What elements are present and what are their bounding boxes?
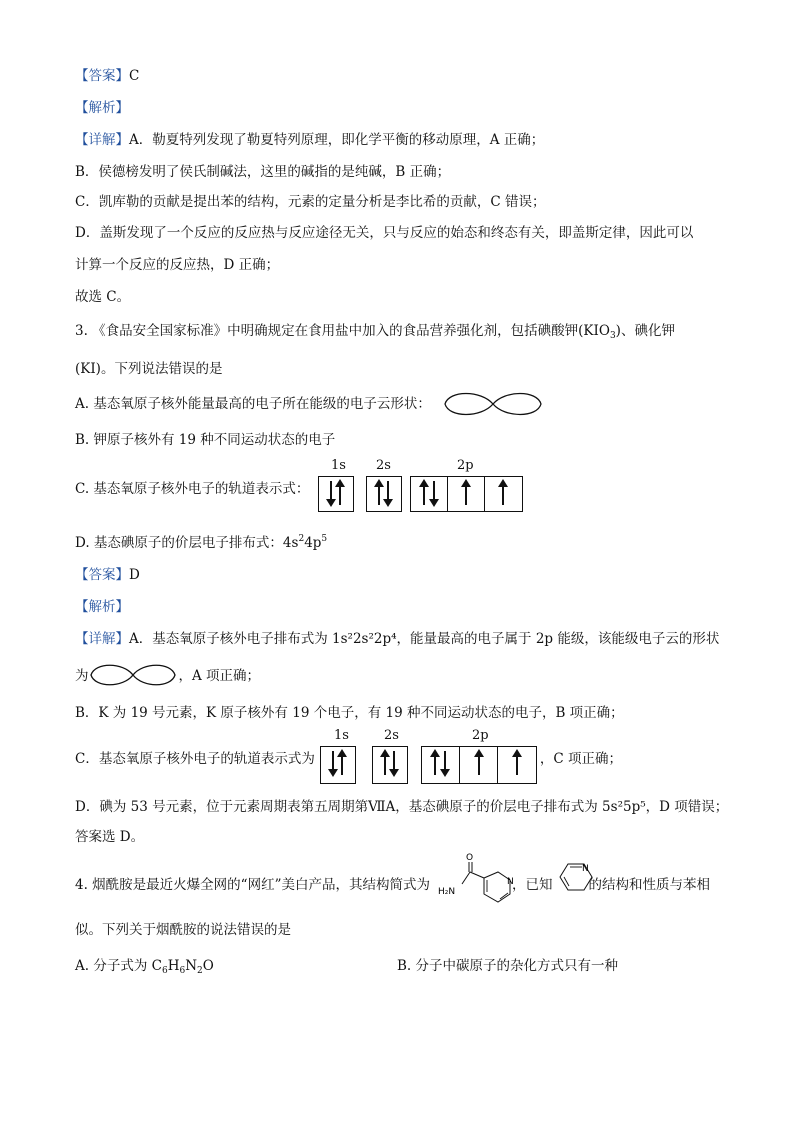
option-d-text: D. 基态碘原子的价层电子排布式：4s [75,535,299,551]
q3-option-c [75,480,309,498]
formula-h: H [167,958,180,974]
q3-option-d [75,530,327,552]
q3-detail-a [75,630,719,648]
q4-option-b: B. 分子中碳原子的杂化方式只有一种 [397,958,619,974]
q4-stem-line2: 似。下列关于烟酰胺的说法错误的是 [75,922,291,938]
option-a-text: A. 分子式为 C [75,958,162,974]
superscript: 5 [321,534,328,544]
nicotinamide-structure-icon [436,850,520,910]
analysis-tag: 【解析】 [75,599,129,615]
detail-text: ，A 项正确； [178,668,261,684]
subscript: 2 [197,966,203,976]
orbital-label-1s: 1s [331,458,346,473]
stem-text-end: )、碘化钾 [615,323,675,339]
stem-text: ，已知 [511,877,553,893]
q2-answer [75,67,139,85]
q3-answer [75,566,140,584]
detail-tag: 【详解】 [75,132,129,148]
detail-text: 为 [75,668,89,684]
pyridine-structure-icon [558,858,596,896]
q3-conclusion: 答案选 D。 [75,829,145,845]
q3-analysis-tag [75,598,129,616]
q3-detail-d: D．碘为 53 号元素，位于元素周期表第五周期第ⅦA，基态碘原子的价层电子排布式为 5s²5p⁵，D 项错误； [75,799,729,815]
stem-text: 3. 《食品安全国家标准》中明确规定在食用盐中加入的食品营养强化剂，包括碘酸钾(KIO [75,323,610,339]
q2-detail-a [75,131,544,149]
option-d-mid: 4p [304,535,322,551]
detail-tag: 【详解】 [75,631,129,647]
q3-detail-b: B．K 为 19 号元素，K 原子核外有 19 个电子，有 19 种不同运动状态的电子，B 项正确； [75,705,624,721]
superscript: 2 [298,534,305,544]
subscript: 3 [609,331,616,341]
q3-option-b: B. 钾原子核外有 19 种不同运动状态的电子 [75,432,336,448]
answer-tag: 【答案】 [75,68,129,84]
mol-amine-label: H₂N [438,887,456,897]
q2-detail-d-cont: 计算一个反应的反应热，D 正确； [75,257,280,273]
orbital-label-2s: 2s [376,458,391,473]
p-orbital-dumbbell-icon [88,661,178,689]
q3-option-a [75,395,431,413]
answer-value: D [129,567,140,583]
p-orbital-dumbbell-icon [441,389,545,419]
analysis-tag: 【解析】 [75,100,129,116]
answer-tag: 【答案】 [75,567,129,583]
mol-nitrogen-label: N [507,877,514,887]
orbital-box-2s [372,746,408,784]
detail-text: C．基态氧原子核外电子的轨道表示式为 [75,751,315,767]
stem-text: 的结构和性质与苯相 [588,877,710,893]
q3-stem-line2: (KI)。下列说法错误的是 [75,361,223,377]
orbital-box-1s [320,746,356,784]
orbital-box-2p [421,746,537,784]
q2-analysis-tag [75,99,129,117]
q2-detail-c: C．凯库勒的贡献是提出苯的结构，元素的定量分析是李比希的贡献，C 错误； [75,194,546,210]
orbital-box-1s [318,476,354,512]
q4-option-a [75,957,214,980]
q3-stem-line1 [75,322,675,345]
formula-o: O [202,958,214,974]
orbital-label-2p: 2p [472,728,489,743]
subscript: 6 [161,966,168,976]
q2-detail-b: B．侯德榜发明了侯氏制碱法，这里的碱指的是纯碱，B 正确； [75,164,451,180]
option-a-text: A. 基态氧原子核外能量最高的电子所在能级的电子云形状： [75,396,431,412]
q4-stem-line1 [75,876,710,894]
formula-n: N [185,958,198,974]
mol-nitrogen-label: N [582,864,589,874]
subscript: 6 [179,966,186,976]
orbital-label-2s: 2s [384,728,399,743]
option-c-text: C. 基态氧原子核外电子的轨道表示式： [75,481,310,497]
detail-text: ，C 项正确； [539,751,622,767]
orbital-label-1s: 1s [334,728,349,743]
mol-oxygen-label: O [466,853,474,863]
q2-conclusion: 故选 C。 [75,289,131,305]
orbital-label-2p: 2p [457,458,474,473]
q2-detail-d: D．盖斯发现了一个反应的反应热与反应途径无关，只与反应的始态和终态有关，即盖斯定律，因此可以 [75,225,694,241]
detail-text: A．基态氧原子核外电子排布式为 1s²2s²2p⁴，能量最高的电子属于 2p 能级，该能级电子云的形状 [129,631,720,647]
orbital-box-2s [366,476,402,512]
answer-value: C [129,68,140,84]
detail-text: A．勒夏特列发现了勒夏特列原理，即化学平衡的移动原理，A 正确； [129,132,545,148]
orbital-box-2p [410,476,523,512]
stem-text: 4. 烟酰胺是最近火爆全网的“网红”美白产品，其结构简式为 [75,877,430,893]
